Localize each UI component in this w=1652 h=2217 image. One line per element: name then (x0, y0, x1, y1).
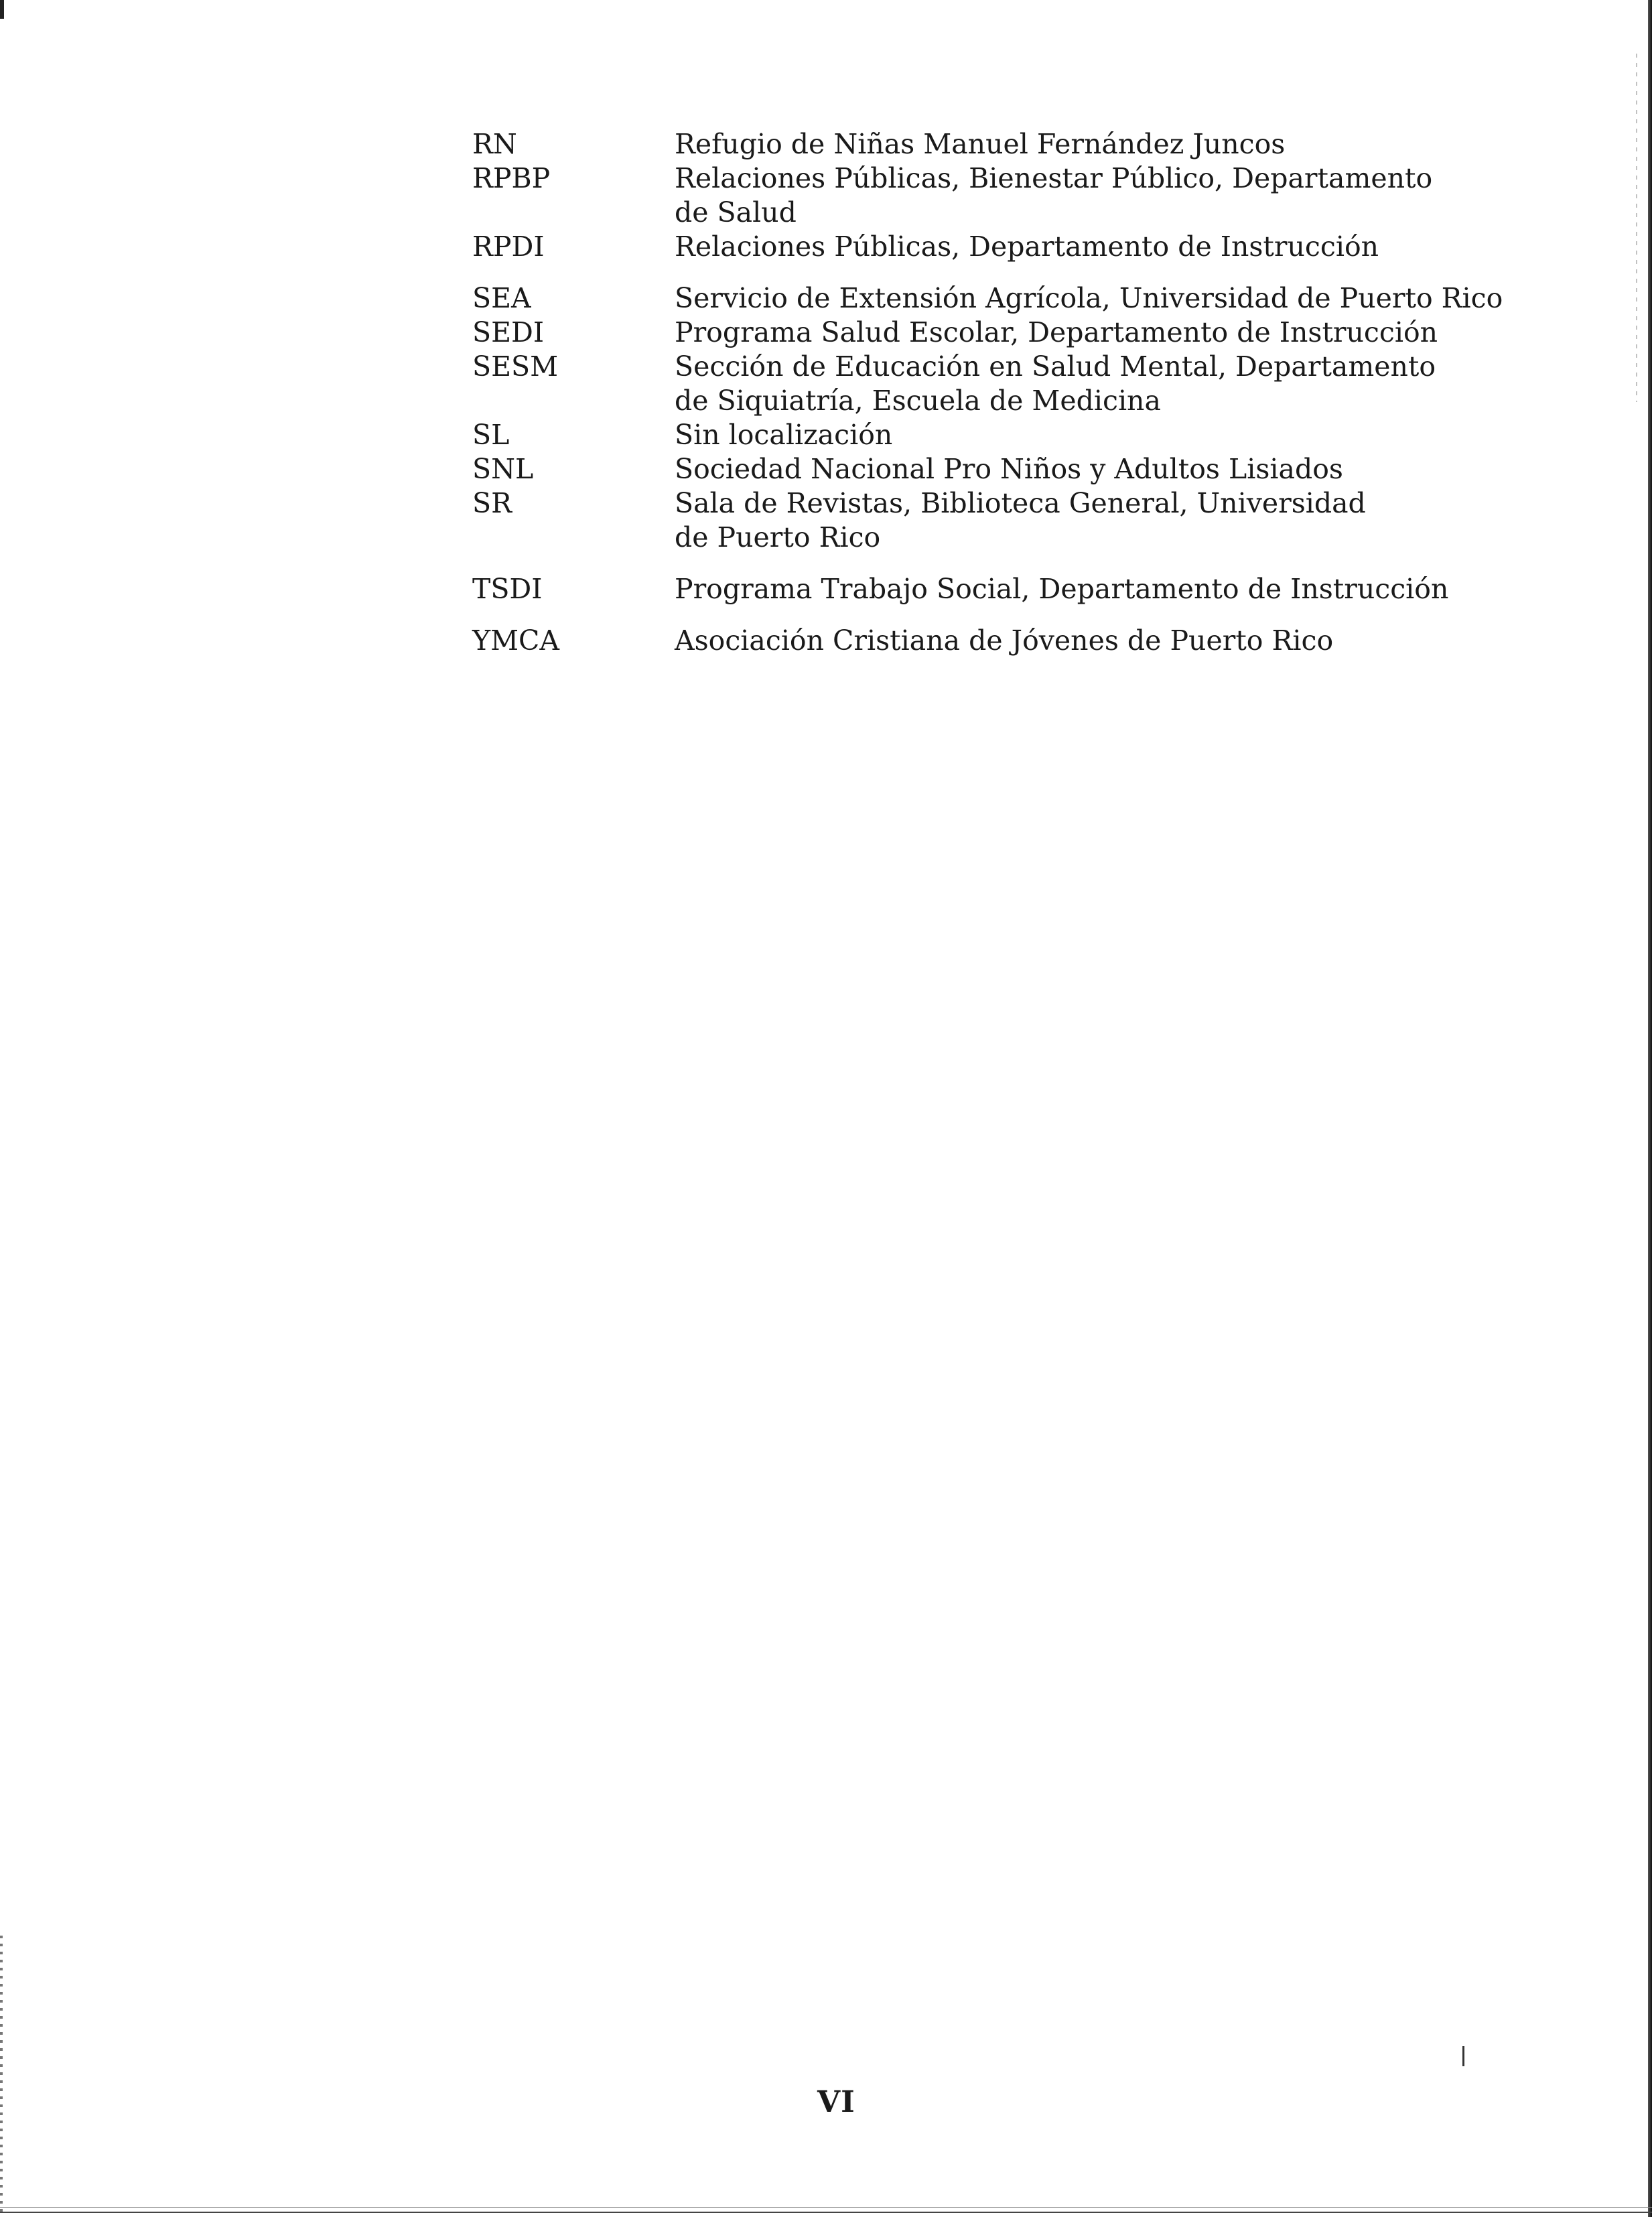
abbreviation-entry (472, 452, 1544, 486)
abbreviation-entry (472, 127, 1544, 161)
description-line: de Puerto Rico (675, 521, 881, 553)
abbreviation-code: TSDI (472, 573, 543, 605)
abbreviation-entry (472, 572, 1544, 606)
description-line: Programa Salud Escolar, Departamento de Instrucción (675, 316, 1438, 348)
margin-tick-mark (1462, 2046, 1464, 2066)
abbreviation-description (675, 161, 1544, 230)
description-line: Sin localización (675, 419, 893, 451)
scan-edge-artifact (1636, 54, 1637, 402)
description-line: Sociedad Nacional Pro Niños y Adultos Lisiados (675, 453, 1343, 485)
abbreviation-code: SL (472, 419, 510, 451)
abbreviation-code: SNL (472, 453, 534, 485)
abbreviation-description (675, 418, 1544, 452)
page-edge-right (1648, 0, 1652, 2217)
scan-corner-mark (0, 0, 4, 19)
description-line: Programa Trabajo Social, Departamento de Instrucción (675, 573, 1449, 605)
abbreviation-description (675, 350, 1544, 418)
description-line: Sala de Revistas, Biblioteca General, Universidad (675, 487, 1366, 519)
abbreviation-code: SR (472, 487, 512, 519)
page-edge-left (0, 1936, 3, 2217)
abbreviation-entry (472, 161, 1544, 230)
abbreviation-list (472, 127, 1544, 658)
description-line: Refugio de Niñas Manuel Fernández Juncos (675, 128, 1286, 160)
abbreviation-code: YMCA (472, 624, 560, 657)
abbreviation-code: RPBP (472, 162, 551, 194)
description-line: Relaciones Públicas, Departamento de Instrucción (675, 230, 1379, 263)
abbreviation-code: SEDI (472, 316, 545, 348)
description-line: de Salud (675, 196, 797, 228)
abbreviation-code: SESM (472, 350, 559, 383)
abbreviation-description (675, 281, 1544, 316)
abbreviation-entry (472, 418, 1544, 452)
description-line: Asociación Cristiana de Jóvenes de Puerto Rico (675, 624, 1334, 657)
abbreviation-description (675, 572, 1544, 606)
page-edge-bottom (0, 2212, 1652, 2213)
abbreviation-entry (472, 230, 1544, 264)
abbreviation-description (675, 486, 1544, 555)
page-edge-bottom-line (0, 2207, 1652, 2208)
abbreviation-code: RN (472, 128, 517, 160)
abbreviation-description (675, 316, 1544, 350)
abbreviation-entry (472, 281, 1544, 316)
abbreviation-description (675, 452, 1544, 486)
abbreviation-entry (472, 624, 1544, 658)
description-line: Relaciones Públicas, Bienestar Público, Departamento (675, 162, 1433, 194)
description-line: Sección de Educación en Salud Mental, Departamento (675, 350, 1436, 383)
abbreviation-entry (472, 350, 1544, 418)
abbreviation-entry (472, 316, 1544, 350)
abbreviation-code: SEA (472, 282, 531, 314)
description-line: de Siquiatría, Escuela de Medicina (675, 385, 1161, 417)
abbreviation-description (675, 230, 1544, 264)
description-line: Servicio de Extensión Agrícola, Universidad de Puerto Rico (675, 282, 1503, 314)
page-number: VI (817, 2085, 855, 2119)
abbreviation-entry (472, 486, 1544, 555)
abbreviation-description (675, 624, 1544, 658)
abbreviation-code: RPDI (472, 230, 545, 263)
abbreviation-description (675, 127, 1544, 161)
